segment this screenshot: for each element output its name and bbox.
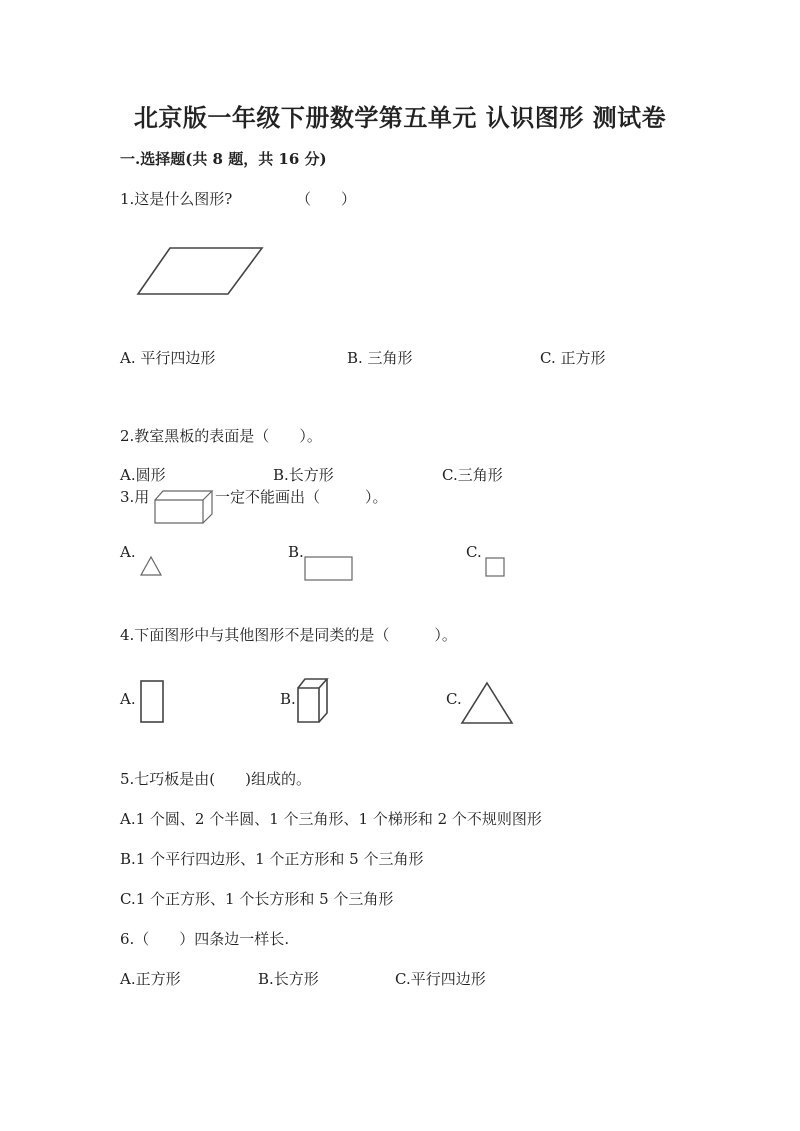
section-heading: 一.选择题(共 8 题，共 16 分) <box>120 150 327 168</box>
parallelogram-figure <box>136 246 266 298</box>
triangle-icon <box>140 556 164 577</box>
question-5-option-c[interactable]: C.1 个正方形、1 个长方形和 5 个三角形 <box>120 890 394 908</box>
question-5-option-b[interactable]: B.1 个平行四边形、1 个正方形和 5 个三角形 <box>120 850 424 868</box>
triangle-large-icon <box>461 682 515 726</box>
question-3-text-before: 3.用 <box>120 488 150 506</box>
question-3-option-c[interactable]: C. <box>466 543 482 561</box>
question-1-blank[interactable]: （ ） <box>296 190 357 208</box>
question-3-option-a[interactable]: A. <box>120 543 136 561</box>
question-2-text: 2.教室黑板的表面是（ ）。 <box>120 427 322 445</box>
question-2-option-c[interactable]: C.三角形 <box>442 466 503 484</box>
rectangle-icon <box>304 556 354 582</box>
tall-cuboid-icon <box>296 677 330 725</box>
question-6-option-a[interactable]: A.正方形 <box>120 970 181 988</box>
question-4-option-a[interactable]: A. <box>120 690 136 708</box>
square-icon <box>485 557 507 579</box>
question-3-option-b[interactable]: B. <box>288 543 304 561</box>
question-6-option-b[interactable]: B.长方形 <box>258 970 319 988</box>
question-2-option-b[interactable]: B.长方形 <box>273 466 334 484</box>
question-1-option-c[interactable]: C. 正方形 <box>540 349 606 367</box>
question-3-text-after: 一定不能画出（ ）。 <box>215 488 388 506</box>
page-title: 北京版一年级下册数学第五单元 认识图形 测试卷 <box>133 103 667 132</box>
cuboid-icon <box>153 489 215 525</box>
question-5-text: 5.七巧板是由( )组成的。 <box>120 770 312 788</box>
question-5-option-a[interactable]: A.1 个圆、2 个半圆、1 个三角形、1 个梯形和 2 个不规则图形 <box>120 810 542 828</box>
question-4-option-c[interactable]: C. <box>446 690 462 708</box>
question-1-option-a[interactable]: A. 平行四边形 <box>120 349 216 367</box>
question-4-option-b[interactable]: B. <box>280 690 296 708</box>
question-1-option-b[interactable]: B. 三角形 <box>347 349 413 367</box>
question-2-option-a[interactable]: A.圆形 <box>120 466 166 484</box>
question-6-option-c[interactable]: C.平行四边形 <box>395 970 486 988</box>
question-1-text: 1.这是什么图形? <box>120 190 233 208</box>
tall-rectangle-icon <box>140 680 166 724</box>
question-6-text: 6.（ ）四条边一样长. <box>120 930 290 948</box>
question-4-text: 4.下面图形中与其他图形不是同类的是（ ）。 <box>120 626 457 644</box>
